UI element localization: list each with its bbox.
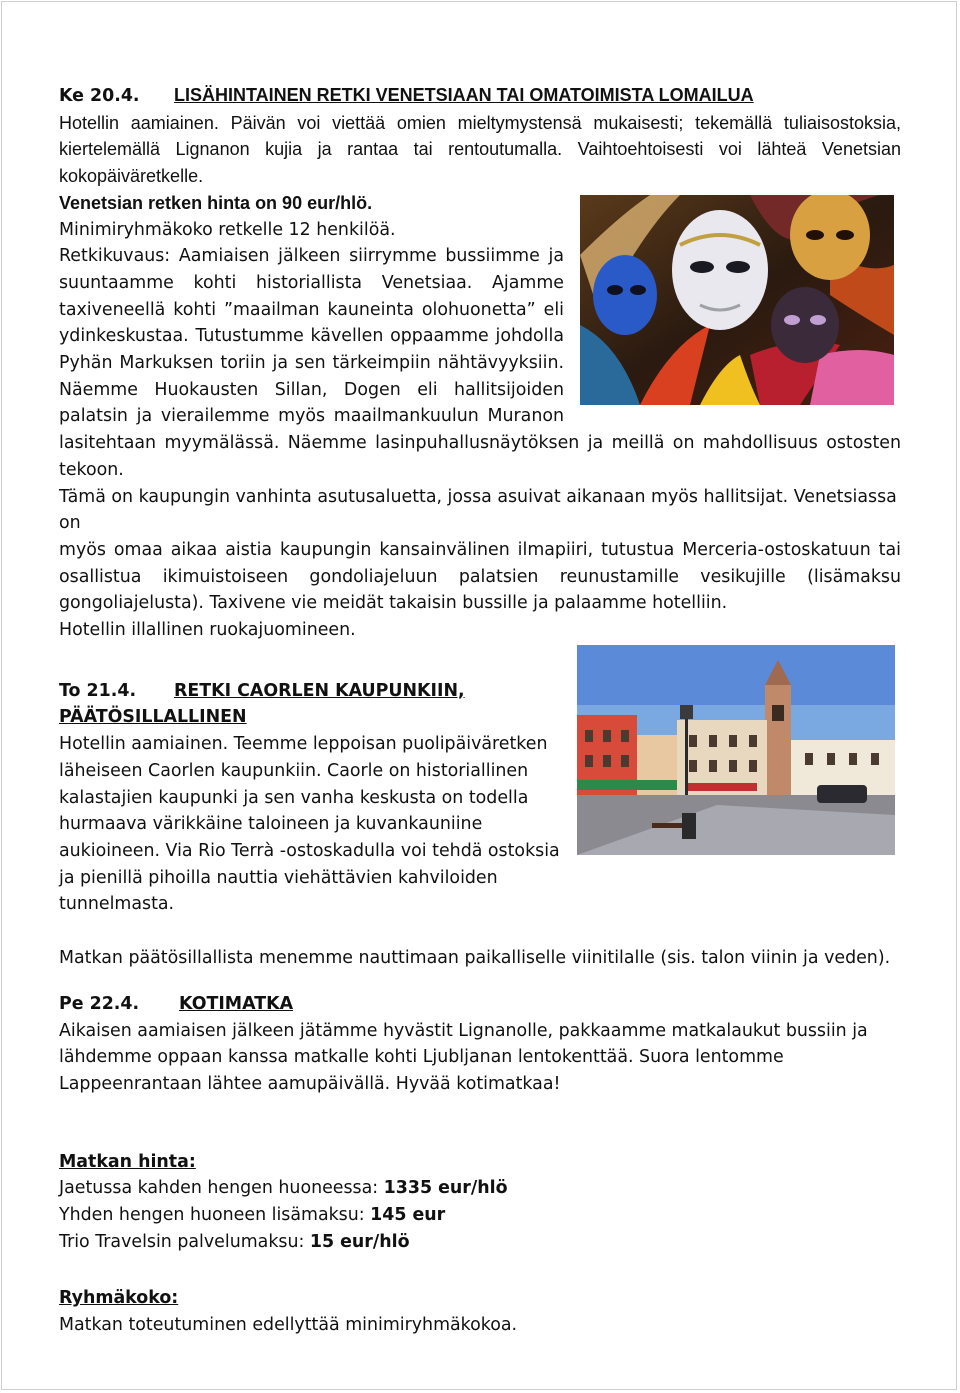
day3-line: lähdemme oppaan kanssa matkalle kohti Ljubljanan lentokenttää. Suora lentomme xyxy=(59,1047,784,1068)
day2-line: hurmaava värikkäine taloineen ja kuvankauniine xyxy=(59,814,483,835)
day2-line: läheiseen Caorlen kaupunkiin. Caorle on historiallinen xyxy=(59,760,529,781)
day2-line: tunnelmasta. xyxy=(59,894,175,915)
day2-line: kalastajien kaupunki ja sen vanha keskusta on todella xyxy=(59,787,529,808)
pricing-heading: Matkan hinta: xyxy=(59,1151,196,1172)
day3-line: Aikaisen aamiaisen jälkeen jätämme hyvästit Lignanolle, pakkaamme matkalaukut bussiin ja xyxy=(59,1020,868,1041)
desc-line: lasitehtaan myymälässä. Näemme lasinpuhallusnäytöksen ja meillä on mahdollisuus ostosten xyxy=(59,433,901,454)
day2-farewell: Matkan päätösillallista menemme nauttimaan paikalliselle viinitilalle (sis. talon viinin ja veden). xyxy=(59,948,891,969)
day2-date: To 21.4. xyxy=(59,680,137,701)
day1-intro-line: Hotellin aamiainen. Päivän voi viettää omien mieltymystensä mukaisesti; tekemällä tuliaisostoksia, xyxy=(59,112,901,133)
day3-description xyxy=(59,1018,901,1098)
desc-line: Näemme Huokausten Sillan, Dogen eli hallitsijoiden xyxy=(59,379,564,400)
day2-line: ja pienillä pihoilla nauttia viehättävien kahviloiden xyxy=(59,867,498,888)
day1-date: Ke 20.4. xyxy=(59,86,140,106)
desc-line: palatsin ja vierailemme myös maailmankuulun Muranon xyxy=(59,406,564,427)
day1-price: Venetsian retken hinta on 90 eur/hlö. xyxy=(59,192,373,213)
day1-min-group: Minimiryhmäkoko retkelle 12 henkilöä. xyxy=(59,219,396,240)
desc-line: suuntaamme kohti historiallista Venetsiaa. Ajamme xyxy=(59,272,564,293)
pricing-shared-label: Jaetussa kahden hengen huoneessa: xyxy=(59,1178,384,1199)
day3-heading xyxy=(59,991,901,1018)
itinerary-content xyxy=(59,82,901,1339)
day1-intro-line: kokopäiväretkelle. xyxy=(59,166,204,187)
day3-title: KOTIMATKA xyxy=(179,993,294,1014)
pricing-service xyxy=(59,1229,901,1256)
pricing-shared-value: 1335 eur/hlö xyxy=(383,1178,508,1199)
pricing-single-label: Yhden hengen huoneen lisämaksu: xyxy=(59,1205,371,1226)
para2-line: gongoliajelusta). Taxivene vie meidät takaisin bussille ja palaamme hotelliin. xyxy=(59,593,728,614)
pricing-shared xyxy=(59,1175,901,1202)
day2-heading xyxy=(59,678,901,705)
group-text: Matkan toteutuminen edellyttää minimiryhmäkokoa. xyxy=(59,1315,518,1336)
pricing-single-value: 145 eur xyxy=(370,1205,446,1226)
para2-line: myös omaa aikaa aistia kaupungin kansainvälinen ilmapiiri, tutustua Merceria-ostoskatuun tai xyxy=(59,539,901,560)
pricing-single xyxy=(59,1202,901,1229)
pricing-service-label: Trio Travelsin palvelumaksu: xyxy=(59,1231,310,1252)
day2-title: RETKI CAORLEN KAUPUNKIIN, xyxy=(174,680,465,701)
desc-line: tekoon. xyxy=(59,459,124,480)
para2-line: osallistua ikimuistoiseen gondoliajeluun palatsien reunustamille vesikujille (lisämaksu xyxy=(59,566,901,587)
desc-line: Pyhän Markuksen toriin ja sen tärkeimpiin nähtävyyksiin. xyxy=(59,353,564,374)
day2-heading-2: PÄÄTÖSILLALLINEN xyxy=(59,707,247,728)
desc-line: taxiveneellä kohti ”maailman kauneinta olohuonetta” eli xyxy=(59,299,564,320)
day1-intro xyxy=(59,110,901,190)
day2-line: Hotellin aamiainen. Teemme leppoisan puolipäiväretken xyxy=(59,734,548,755)
desc-line: Retkikuvaus: Aamiaisen jälkeen siirrymme bussiimme ja xyxy=(59,246,564,267)
day1-title: LISÄHINTAINEN RETKI VENETSIAAN TAI OMATOIMISTA LOMAILUA xyxy=(174,85,754,105)
day3-date: Pe 22.4. xyxy=(59,993,140,1014)
group-heading: Ryhmäkoko: xyxy=(59,1288,179,1309)
day2-description xyxy=(59,731,901,918)
day1-dinner: Hotellin illallinen ruokajuomineen. xyxy=(59,620,356,641)
day1-heading xyxy=(59,82,901,110)
day1-description xyxy=(59,243,564,430)
day1-intro-line: kiertelemällä Lignanon kujia ja rantaa tai rentoutumalla. Vaihtoehtoisesti voi lähteä Venetsian xyxy=(59,139,901,160)
pricing-service-value: 15 eur/hlö xyxy=(309,1231,410,1252)
day3-line: Lappeenrantaan lähtee aamupäivällä. Hyvää kotimatkaa! xyxy=(59,1073,561,1094)
desc-line: ydinkeskustaa. Tutustumme kävellen oppaamme johdolla xyxy=(59,326,564,347)
para2-line: Tämä on kaupungin vanhinta asutusaluetta, jossa asuivat aikanaan myös hallitsijat. Venetsiassa on xyxy=(59,486,897,534)
day2-line: aukioineen. Via Rio Terrà -ostoskadulla voi tehdä ostoksia xyxy=(59,840,560,861)
